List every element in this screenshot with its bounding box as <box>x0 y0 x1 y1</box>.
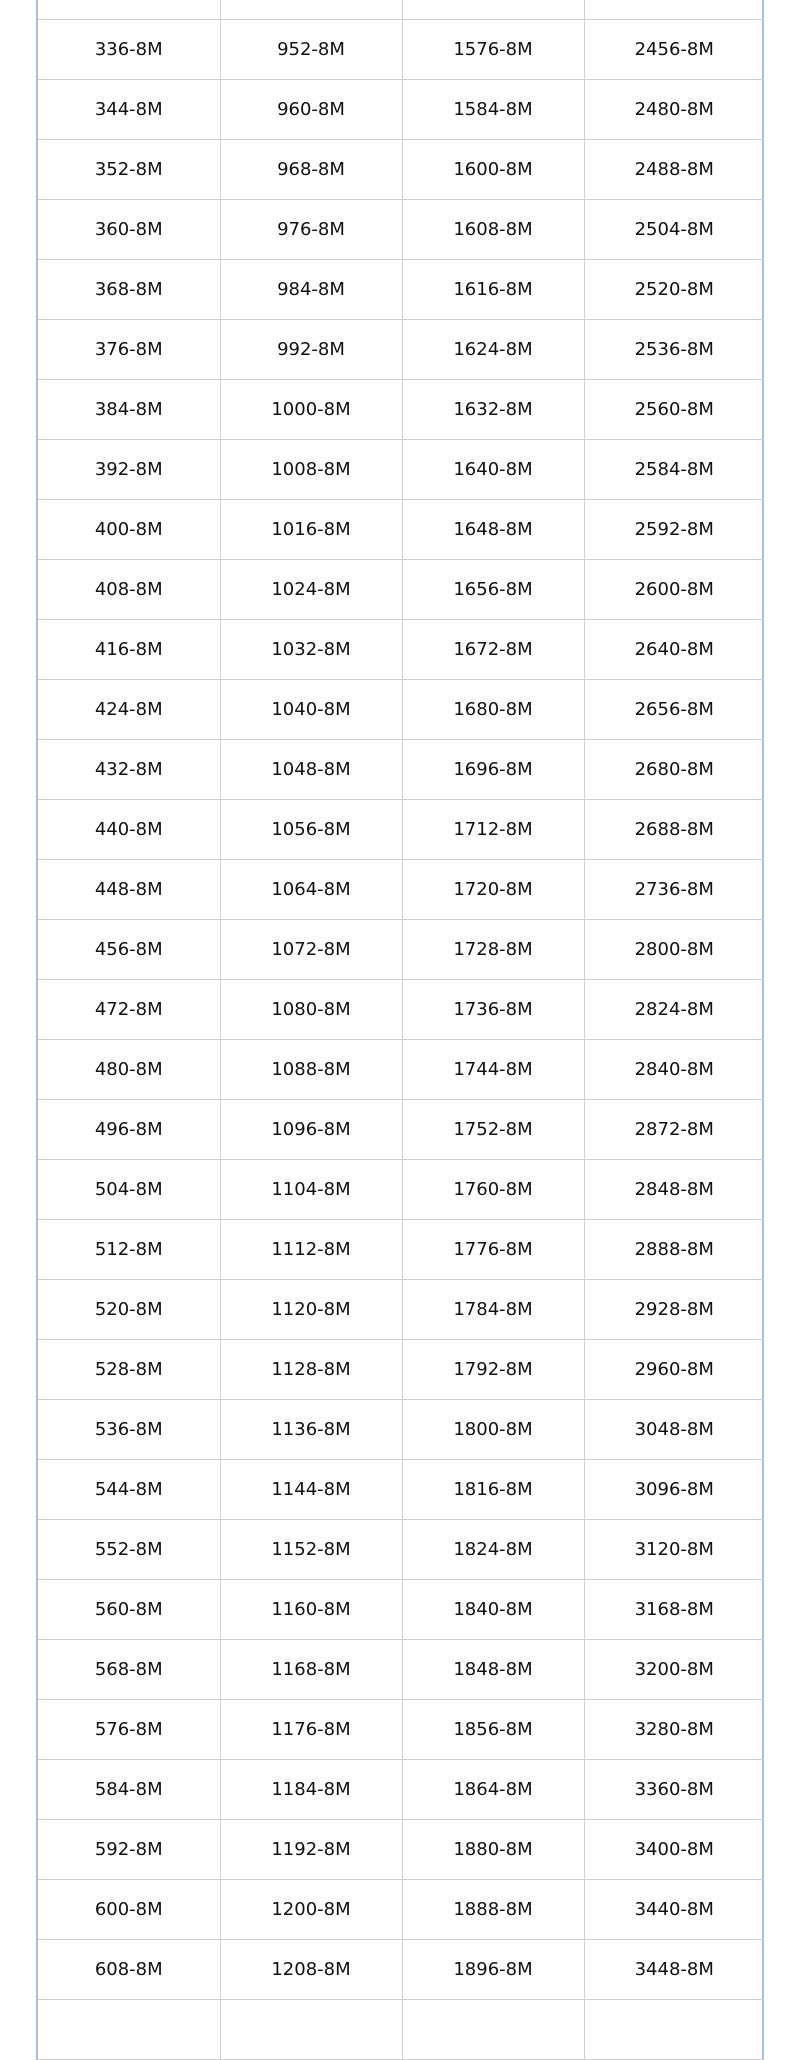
table-cell: 352-8M <box>38 140 220 200</box>
table-cell: 2480-8M <box>584 80 764 140</box>
table-row <box>38 1160 764 1220</box>
table-row <box>38 1880 764 1940</box>
table-cell: 1112-8M <box>220 1220 402 1280</box>
table-row <box>38 1520 764 1580</box>
table-cell: 448-8M <box>38 860 220 920</box>
table-cell: 1720-8M <box>402 860 584 920</box>
table-cell: 1888-8M <box>402 1880 584 1940</box>
table-cell <box>584 0 764 20</box>
table-cell: 1104-8M <box>220 1160 402 1220</box>
table-cell: 1728-8M <box>402 920 584 980</box>
table-cell <box>220 2000 402 2060</box>
table-row <box>38 1340 764 1400</box>
table-cell: 976-8M <box>220 200 402 260</box>
belt-size-table <box>38 0 764 2060</box>
table-cell: 600-8M <box>38 1880 220 1940</box>
table-cell: 408-8M <box>38 560 220 620</box>
table-cell: 368-8M <box>38 260 220 320</box>
table-cell: 568-8M <box>38 1640 220 1700</box>
table-row <box>38 320 764 380</box>
table-body <box>38 0 764 2060</box>
table-row <box>38 1820 764 1880</box>
table-cell: 552-8M <box>38 1520 220 1580</box>
table-row <box>38 1460 764 1520</box>
table-row <box>38 440 764 500</box>
table-cell: 1880-8M <box>402 1820 584 1880</box>
table-cell: 512-8M <box>38 1220 220 1280</box>
table-cell: 1040-8M <box>220 680 402 740</box>
table-cell: 1840-8M <box>402 1580 584 1640</box>
table-cell: 2688-8M <box>584 800 764 860</box>
table-cell: 528-8M <box>38 1340 220 1400</box>
table-cell: 1816-8M <box>402 1460 584 1520</box>
table-row <box>38 140 764 200</box>
table-cell: 592-8M <box>38 1820 220 1880</box>
table-cell: 2848-8M <box>584 1160 764 1220</box>
table-cell: 2560-8M <box>584 380 764 440</box>
table-cell: 376-8M <box>38 320 220 380</box>
table-cell: 560-8M <box>38 1580 220 1640</box>
table-cell: 2656-8M <box>584 680 764 740</box>
table-cell: 2520-8M <box>584 260 764 320</box>
table-cell: 1032-8M <box>220 620 402 680</box>
table-cell: 1128-8M <box>220 1340 402 1400</box>
table-row <box>38 680 764 740</box>
table-cell: 1184-8M <box>220 1760 402 1820</box>
table-cell: 1752-8M <box>402 1100 584 1160</box>
table-cell: 1064-8M <box>220 860 402 920</box>
table-cell: 2888-8M <box>584 1220 764 1280</box>
table-cell: 1024-8M <box>220 560 402 620</box>
table-row <box>38 1400 764 1460</box>
table-cell: 3096-8M <box>584 1460 764 1520</box>
table-cell: 1632-8M <box>402 380 584 440</box>
table-row <box>38 1100 764 1160</box>
table-row <box>38 860 764 920</box>
table-cell: 1120-8M <box>220 1280 402 1340</box>
table-row <box>38 560 764 620</box>
table-cell: 1744-8M <box>402 1040 584 1100</box>
table-row <box>38 920 764 980</box>
table-cell: 544-8M <box>38 1460 220 1520</box>
table-cell: 1656-8M <box>402 560 584 620</box>
table-cell: 960-8M <box>220 80 402 140</box>
table-cell: 1760-8M <box>402 1160 584 1220</box>
table-cell: 2600-8M <box>584 560 764 620</box>
table-cell: 584-8M <box>38 1760 220 1820</box>
table-cell: 504-8M <box>38 1160 220 1220</box>
table-cell: 1848-8M <box>402 1640 584 1700</box>
table-cell: 1152-8M <box>220 1520 402 1580</box>
table-cell: 1616-8M <box>402 260 584 320</box>
table-cell: 3048-8M <box>584 1400 764 1460</box>
table-cell: 1008-8M <box>220 440 402 500</box>
table-cell: 480-8M <box>38 1040 220 1100</box>
table-row <box>38 980 764 1040</box>
table-cell: 2488-8M <box>584 140 764 200</box>
table-cell: 992-8M <box>220 320 402 380</box>
table-cell <box>220 0 402 20</box>
table-cell: 1696-8M <box>402 740 584 800</box>
table-cell <box>38 2000 220 2060</box>
table-cell: 1800-8M <box>402 1400 584 1460</box>
table-cell: 1144-8M <box>220 1460 402 1520</box>
table-row <box>38 260 764 320</box>
table-cell: 440-8M <box>38 800 220 860</box>
table-cell: 3120-8M <box>584 1520 764 1580</box>
table-cell: 496-8M <box>38 1100 220 1160</box>
table-cell: 576-8M <box>38 1700 220 1760</box>
table-row <box>38 0 764 20</box>
table-row <box>38 1640 764 1700</box>
table-cell: 968-8M <box>220 140 402 200</box>
table-row <box>38 1040 764 1100</box>
table-row <box>38 1700 764 1760</box>
table-cell: 1080-8M <box>220 980 402 1040</box>
table-row <box>38 800 764 860</box>
table-cell: 3360-8M <box>584 1760 764 1820</box>
table-cell: 1792-8M <box>402 1340 584 1400</box>
table-row <box>38 380 764 440</box>
table-cell: 344-8M <box>38 80 220 140</box>
table-cell: 1896-8M <box>402 1940 584 2000</box>
table-cell: 1000-8M <box>220 380 402 440</box>
table-cell: 1136-8M <box>220 1400 402 1460</box>
belt-size-table-container <box>36 0 764 2060</box>
table-cell: 952-8M <box>220 20 402 80</box>
table-cell: 424-8M <box>38 680 220 740</box>
table-cell: 384-8M <box>38 380 220 440</box>
table-cell: 456-8M <box>38 920 220 980</box>
table-cell: 2584-8M <box>584 440 764 500</box>
table-cell: 1624-8M <box>402 320 584 380</box>
table-cell: 1640-8M <box>402 440 584 500</box>
table-cell: 1672-8M <box>402 620 584 680</box>
table-cell: 3168-8M <box>584 1580 764 1640</box>
table-cell <box>402 0 584 20</box>
table-cell: 3200-8M <box>584 1640 764 1700</box>
table-cell: 536-8M <box>38 1400 220 1460</box>
table-cell: 2960-8M <box>584 1340 764 1400</box>
table-cell: 3400-8M <box>584 1820 764 1880</box>
table-cell: 1016-8M <box>220 500 402 560</box>
table-cell: 1680-8M <box>402 680 584 740</box>
table-cell: 1600-8M <box>402 140 584 200</box>
table-cell: 400-8M <box>38 500 220 560</box>
table-cell: 1072-8M <box>220 920 402 980</box>
table-row <box>38 620 764 680</box>
table-cell: 1776-8M <box>402 1220 584 1280</box>
table-row <box>38 1940 764 2000</box>
table-cell: 3448-8M <box>584 1940 764 2000</box>
table-cell: 1864-8M <box>402 1760 584 1820</box>
table-cell: 1088-8M <box>220 1040 402 1100</box>
table-row <box>38 1760 764 1820</box>
table-row <box>38 200 764 260</box>
table-cell: 1784-8M <box>402 1280 584 1340</box>
table-cell: 1168-8M <box>220 1640 402 1700</box>
table-cell: 3280-8M <box>584 1700 764 1760</box>
table-cell: 2800-8M <box>584 920 764 980</box>
table-row <box>38 1280 764 1340</box>
table-row <box>38 80 764 140</box>
table-cell: 416-8M <box>38 620 220 680</box>
table-cell <box>584 2000 764 2060</box>
table-cell: 2840-8M <box>584 1040 764 1100</box>
table-cell: 984-8M <box>220 260 402 320</box>
table-cell: 1176-8M <box>220 1700 402 1760</box>
table-cell: 472-8M <box>38 980 220 1040</box>
table-cell: 1048-8M <box>220 740 402 800</box>
table-row <box>38 2000 764 2060</box>
table-cell: 2680-8M <box>584 740 764 800</box>
table-row <box>38 1580 764 1640</box>
table-cell: 1192-8M <box>220 1820 402 1880</box>
table-cell: 3440-8M <box>584 1880 764 1940</box>
table-cell: 336-8M <box>38 20 220 80</box>
table-cell: 2824-8M <box>584 980 764 1040</box>
table-row <box>38 500 764 560</box>
table-cell: 2504-8M <box>584 200 764 260</box>
table-row <box>38 20 764 80</box>
table-cell: 2872-8M <box>584 1100 764 1160</box>
table-cell: 432-8M <box>38 740 220 800</box>
table-cell: 1736-8M <box>402 980 584 1040</box>
table-row <box>38 740 764 800</box>
table-cell: 1160-8M <box>220 1580 402 1640</box>
table-cell: 2536-8M <box>584 320 764 380</box>
table-cell: 1824-8M <box>402 1520 584 1580</box>
table-cell: 392-8M <box>38 440 220 500</box>
table-cell: 360-8M <box>38 200 220 260</box>
table-cell: 2640-8M <box>584 620 764 680</box>
table-cell: 520-8M <box>38 1280 220 1340</box>
table-cell: 1608-8M <box>402 200 584 260</box>
table-cell: 608-8M <box>38 1940 220 2000</box>
table-cell: 1712-8M <box>402 800 584 860</box>
table-cell: 1648-8M <box>402 500 584 560</box>
table-cell <box>38 0 220 20</box>
table-row <box>38 1220 764 1280</box>
table-cell: 2928-8M <box>584 1280 764 1340</box>
table-cell <box>402 2000 584 2060</box>
table-cell: 2736-8M <box>584 860 764 920</box>
table-cell: 2592-8M <box>584 500 764 560</box>
table-cell: 2456-8M <box>584 20 764 80</box>
table-cell: 1584-8M <box>402 80 584 140</box>
table-cell: 1576-8M <box>402 20 584 80</box>
table-cell: 1056-8M <box>220 800 402 860</box>
table-cell: 1856-8M <box>402 1700 584 1760</box>
table-cell: 1200-8M <box>220 1880 402 1940</box>
table-cell: 1208-8M <box>220 1940 402 2000</box>
table-cell: 1096-8M <box>220 1100 402 1160</box>
